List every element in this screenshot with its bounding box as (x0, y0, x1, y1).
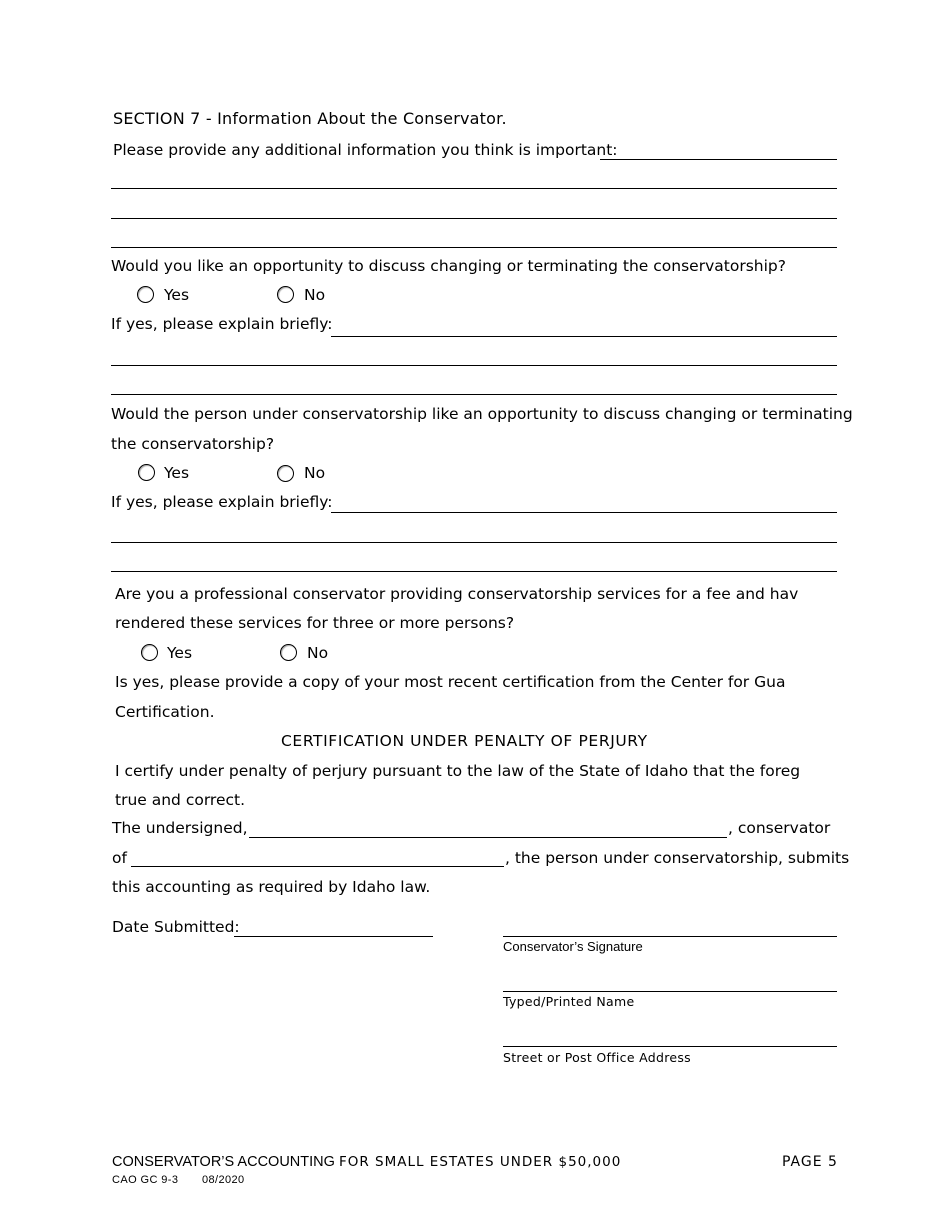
q3-note-line1: Is yes, please provide a copy of your most recent certification from the Center for Gua (115, 673, 786, 691)
certification-heading: CERTIFICATION UNDER PENALTY OF PERJURY (281, 732, 648, 750)
address-line[interactable] (503, 1046, 837, 1047)
q3-question-line1: Are you a professional conservator providing conservatorship services for a fee and hav (115, 585, 799, 603)
q3-no-radio[interactable] (280, 644, 297, 661)
q1-explain-label: If yes, please explain briefly: (111, 315, 333, 333)
signature-label: Conservator’s Signature (503, 939, 643, 954)
footer-title-part1: CONSERVATOR’S ACCOUNTING (112, 1154, 335, 1170)
q1-explain-line-1[interactable] (331, 336, 837, 337)
q1-explain-line-2[interactable] (111, 365, 837, 366)
person-name-line[interactable] (131, 866, 504, 867)
q2-yes-radio[interactable] (138, 464, 155, 481)
undersigned-name-line[interactable] (249, 837, 727, 838)
of-prefix: of (112, 849, 127, 867)
additional-info-prompt: Please provide any additional information you think is important: (113, 141, 618, 159)
q2-explain-line-2[interactable] (111, 542, 837, 543)
q2-explain-line-3[interactable] (111, 571, 837, 572)
footer-title-part2: FOR SMALL ESTATES UNDER $50,000 (338, 1154, 622, 1170)
printed-name-label: Typed/Printed Name (503, 994, 635, 1009)
certification-closing: this accounting as required by Idaho law. (112, 878, 431, 896)
q2-explain-line-1[interactable] (331, 512, 837, 513)
q2-question-line1: Would the person under conservatorship like an opportunity to discuss changing or terminating (111, 405, 853, 423)
of-suffix: , the person under conservatorship, submits (505, 849, 850, 867)
printed-name-line[interactable] (503, 991, 837, 992)
q1-no-radio[interactable] (277, 286, 294, 303)
date-submitted-label: Date Submitted: (112, 918, 240, 936)
certification-text-line2: true and correct. (115, 791, 246, 809)
signature-line[interactable] (503, 936, 837, 937)
q3-no-label: No (307, 644, 329, 662)
date-submitted-line[interactable] (234, 936, 433, 937)
q1-explain-line-3[interactable] (111, 394, 837, 395)
undersigned-prefix: The undersigned, (112, 819, 248, 837)
undersigned-suffix: , conservator (728, 819, 831, 837)
q1-yes-radio[interactable] (137, 286, 154, 303)
additional-info-line-1[interactable] (600, 159, 837, 160)
q2-question-line2: the conservatorship? (111, 435, 275, 453)
certification-text-line1: I certify under penalty of perjury pursuant to the law of the State of Idaho that the foreg (115, 762, 801, 780)
additional-info-line-2[interactable] (111, 188, 837, 189)
q2-no-radio[interactable] (277, 465, 294, 482)
q3-yes-radio[interactable] (141, 644, 158, 661)
q2-yes-label: Yes (164, 464, 190, 482)
page-number: PAGE 5 (782, 1154, 838, 1170)
form-code: CAO GC 9-3 (112, 1174, 179, 1186)
additional-info-line-4[interactable] (111, 247, 837, 248)
section-title: SECTION 7 - Information About the Conservator. (113, 109, 507, 128)
q3-yes-label: Yes (167, 644, 193, 662)
q3-note-line2: Certification. (115, 703, 215, 721)
q1-question: Would you like an opportunity to discuss changing or terminating the conservatorship? (111, 257, 786, 275)
q1-no-label: No (304, 286, 326, 304)
q1-yes-label: Yes (164, 286, 190, 304)
additional-info-line-3[interactable] (111, 218, 837, 219)
footer-title (112, 1153, 621, 1171)
q3-question-line2: rendered these services for three or more persons? (115, 614, 515, 632)
form-date: 08/2020 (202, 1174, 245, 1186)
q2-explain-label: If yes, please explain briefly: (111, 493, 333, 511)
q2-no-label: No (304, 464, 326, 482)
address-label: Street or Post Office Address (503, 1050, 691, 1065)
